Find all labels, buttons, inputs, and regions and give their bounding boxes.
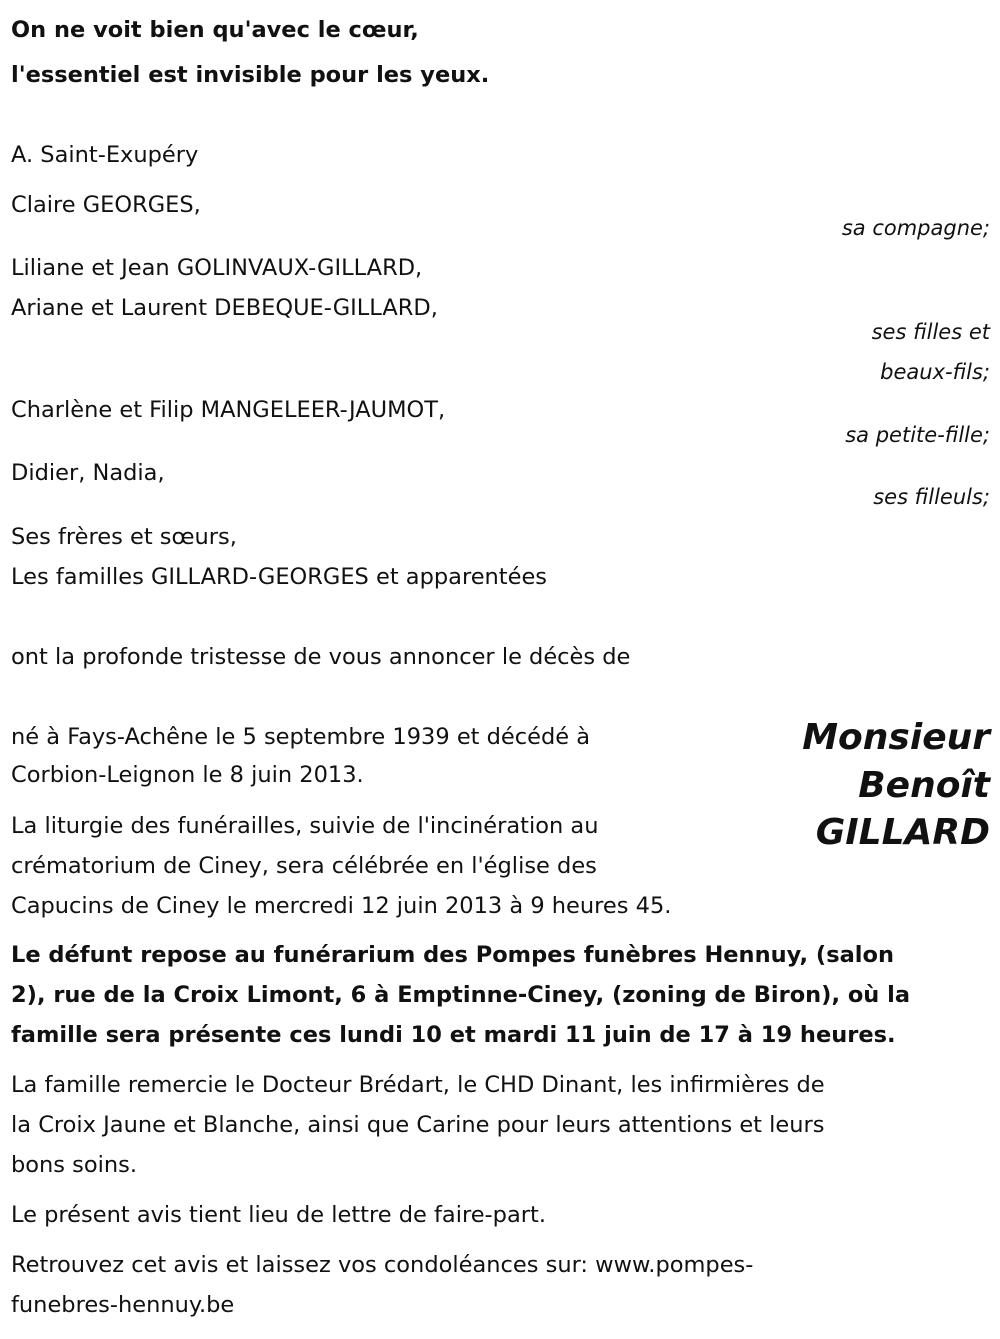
- family-member: Les familles GILLARD-GEORGES et apparentées: [11, 564, 548, 590]
- condolences-link[interactable]: funebres-hennuy.be: [11, 1292, 235, 1318]
- family-member: Ses frères et sœurs,: [11, 524, 237, 550]
- quote-line-2: l'essentiel est invisible pour les yeux.: [11, 62, 490, 88]
- notice: Le présent avis tient lieu de lettre de faire-part.: [11, 1202, 546, 1228]
- condolences-line: Retrouvez cet avis et laissez vos condoléances sur: www.pompes-: [11, 1252, 754, 1278]
- deceased-last-name: GILLARD: [815, 812, 990, 853]
- family-relation: beaux-fils;: [880, 360, 990, 384]
- thanks-line: La famille remercie le Docteur Brédart, le CHD Dinant, les infirmières de: [11, 1072, 825, 1098]
- thanks-line: bons soins.: [11, 1152, 138, 1178]
- family-relation: sa compagne;: [841, 216, 990, 240]
- family-relation: sa petite-fille;: [845, 423, 990, 447]
- visitation-line: Le défunt repose au funérarium des Pompes funèbres Hennuy, (salon: [11, 942, 894, 968]
- family-member: Charlène et Filip MANGELEER-JAUMOT,: [11, 397, 446, 423]
- family-member: Claire GEORGES,: [11, 192, 201, 218]
- birth-death-line: Corbion-Leignon le 8 juin 2013.: [11, 762, 364, 788]
- thanks-line: la Croix Jaune et Blanche, ainsi que Carine pour leurs attentions et leurs: [11, 1112, 825, 1138]
- announcement: ont la profonde tristesse de vous annoncer le décès de: [11, 644, 631, 670]
- deceased-first-name: Benoît: [858, 765, 990, 806]
- quote-line-1: On ne voit bien qu'avec le cœur,: [11, 17, 419, 43]
- liturgy-line: Capucins de Ciney le mercredi 12 juin 2013 à 9 heures 45.: [11, 893, 672, 919]
- family-member: Ariane et Laurent DEBEQUE-GILLARD,: [11, 295, 438, 321]
- family-relation: ses filleuls;: [873, 485, 990, 509]
- family-member: Didier, Nadia,: [11, 460, 165, 486]
- liturgy-line: crématorium de Ciney, sera célébrée en l'église des: [11, 853, 597, 879]
- birth-death-line: né à Fays-Achêne le 5 septembre 1939 et décédé à: [11, 724, 591, 750]
- visitation-line: famille sera présente ces lundi 10 et mardi 11 juin de 17 à 19 heures.: [11, 1022, 896, 1048]
- quote-author: A. Saint-Exupéry: [11, 142, 199, 168]
- visitation-line: 2), rue de la Croix Limont, 6 à Emptinne-Ciney, (zoning de Biron), où la: [11, 982, 911, 1008]
- family-member: Liliane et Jean GOLINVAUX-GILLARD,: [11, 255, 423, 281]
- liturgy-line: La liturgie des funérailles, suivie de l'incinération au: [11, 813, 599, 839]
- family-relation: ses filles et: [871, 320, 990, 344]
- deceased-title: Monsieur: [802, 717, 990, 758]
